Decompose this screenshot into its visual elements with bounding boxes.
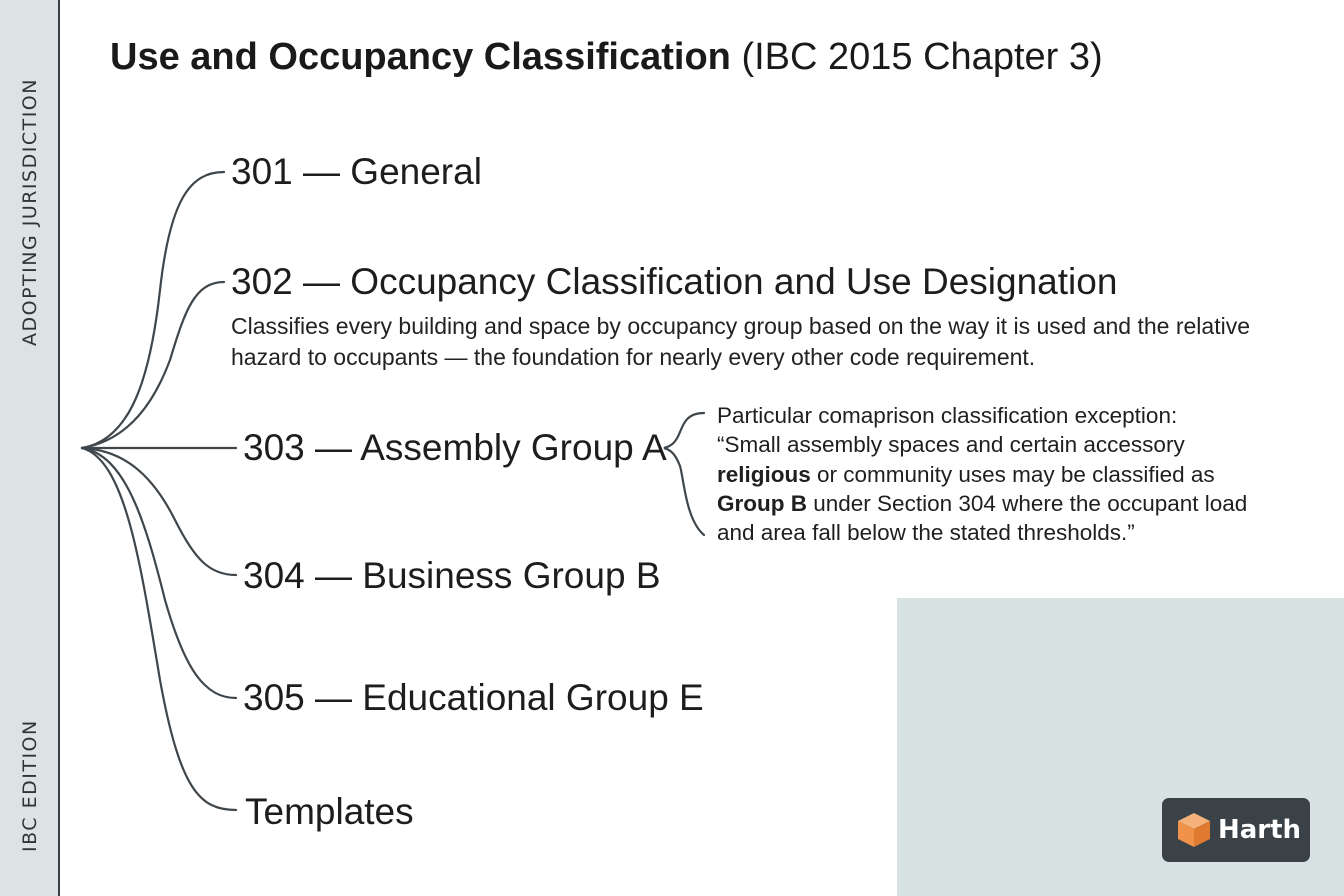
cube-icon	[1174, 810, 1214, 850]
node-302: 302 — Occupancy Classification and Use Designation	[231, 261, 1118, 302]
logo-text: Harth	[1218, 815, 1302, 845]
node-303: 303 — Assembly Group A	[243, 427, 667, 468]
callout-bold-group-b: Group B	[717, 490, 807, 516]
node-305: 305 — Educational Group E	[243, 677, 704, 718]
callout-line-3-text: under Section 304 where the occupant load	[807, 490, 1248, 516]
title-subtitle: (IBC 2015 Chapter 3)	[741, 36, 1103, 78]
node-302-description: Classifies every building and space by occupancy group based on the way it is used and the relative hazard to occupants — the foundation for nearly every other code requirement.	[231, 313, 1250, 370]
node-304: 304 — Business Group B	[243, 555, 661, 596]
callout-line-1: “Small assembly spaces and certain accessory	[717, 432, 1185, 458]
node-301: 301 — General	[231, 151, 482, 192]
harth-logo	[1162, 798, 1310, 862]
exception-callout	[717, 401, 1277, 547]
callout-line-2-text: or community uses may be classified as	[810, 461, 1215, 487]
callout-bold-religious: religious	[717, 461, 811, 487]
title-main: Use and Occupancy Classification	[110, 36, 731, 78]
node-templates: Templates	[245, 791, 414, 832]
callout-line-4: and area fall below the stated thresholds.”	[717, 520, 1135, 546]
sidebar-label-jurisdiction: ADOPTING JURISDICTION	[19, 78, 41, 346]
connector-302	[82, 282, 224, 448]
connector-templates	[82, 448, 236, 810]
callout-line-2	[717, 460, 1277, 489]
callout-line-3	[717, 489, 1277, 518]
connector-301	[82, 172, 224, 448]
callout-brace	[664, 413, 704, 535]
connector-305	[82, 448, 236, 698]
callout-heading: Particular comaprison classification exception:	[717, 403, 1178, 428]
sidebar-label-edition: IBC EDITION	[19, 719, 41, 852]
